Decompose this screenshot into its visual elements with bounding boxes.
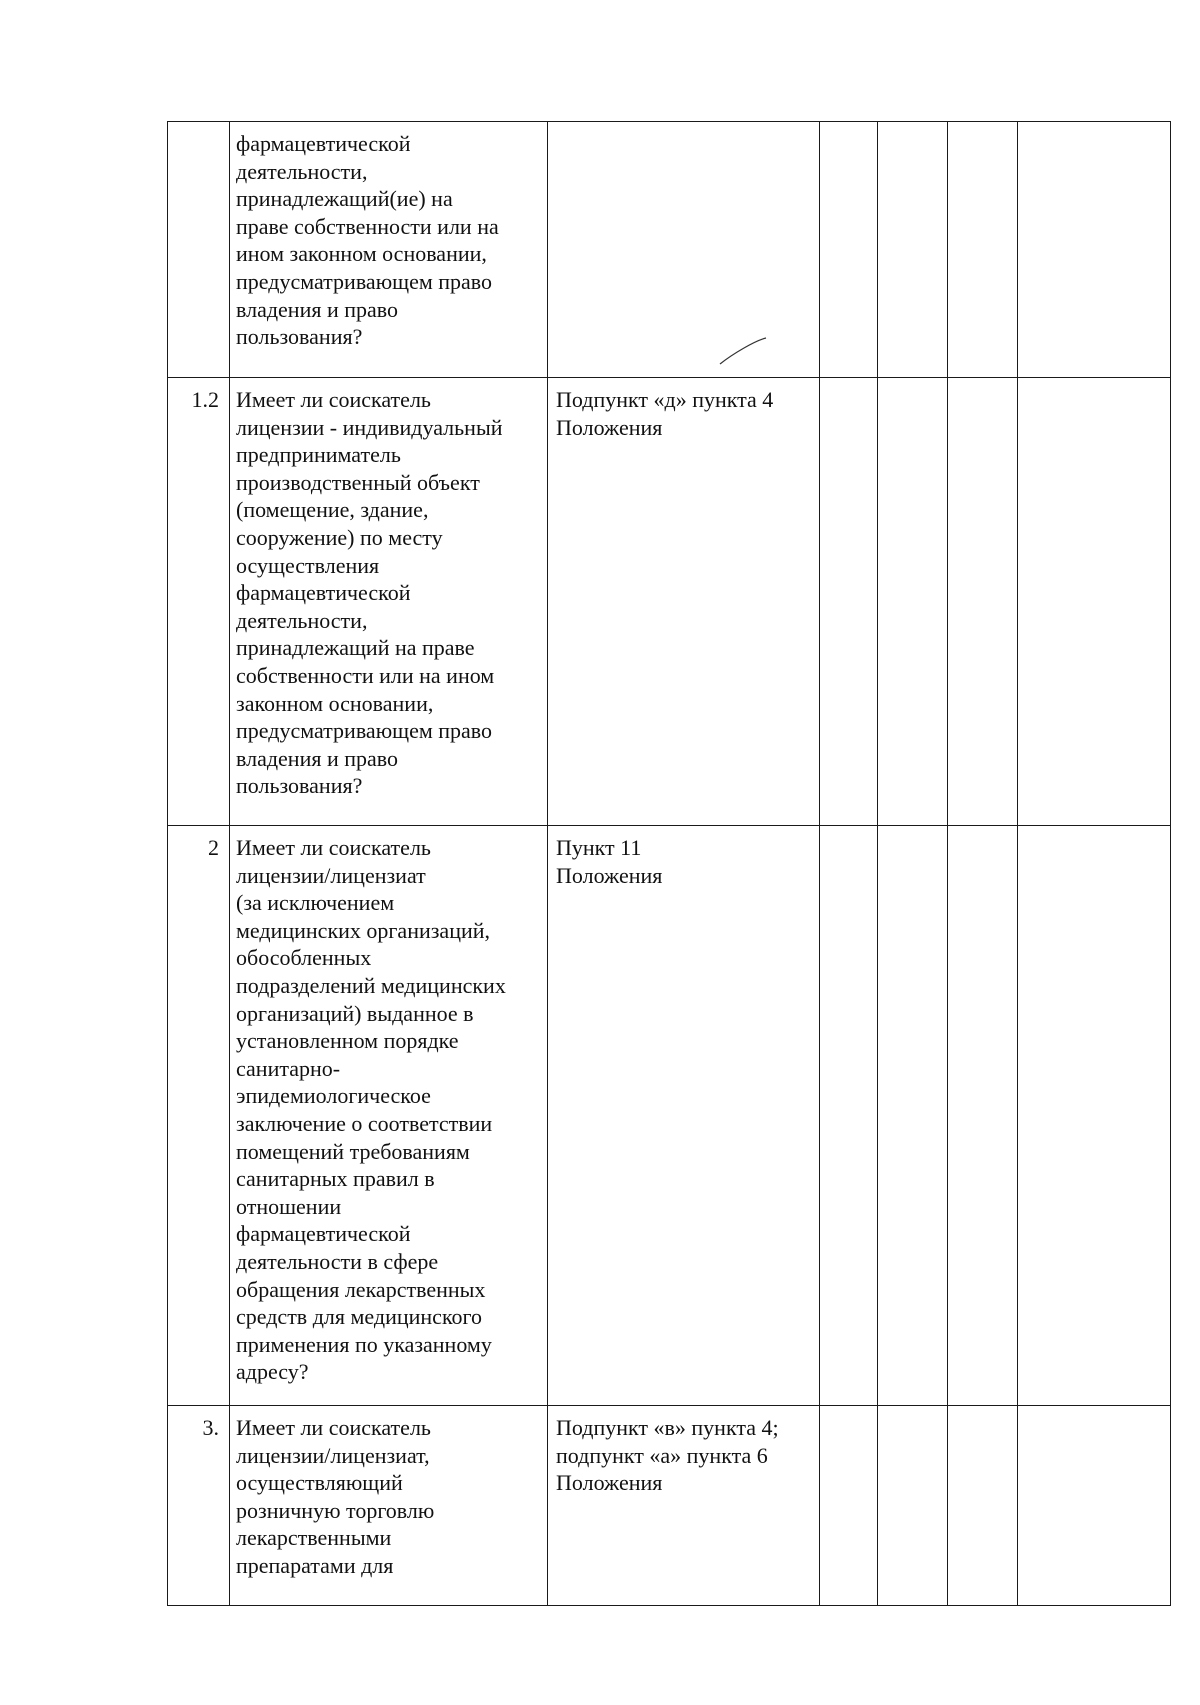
note-cell	[1018, 1406, 1171, 1606]
requirement-question: фармацевтической деятельности, принадлежащий(ие) на праве собственности или на ином законном основании, предусматривающем право владения и право пользования?	[230, 122, 548, 378]
requirement-question: Имеет ли соискатель лицензии/лицензиат, осуществляющий розничную торговлю лекарственными препаратами для	[230, 1406, 548, 1606]
answer-yes-cell	[820, 122, 878, 378]
table-row	[168, 122, 1171, 378]
note-cell	[1018, 378, 1171, 826]
legal-reference: Подпункт «д» пункта 4 Положения	[548, 378, 820, 826]
row-number: 2	[168, 826, 230, 1406]
legal-reference	[548, 122, 820, 378]
note-cell	[1018, 826, 1171, 1406]
requirement-question: Имеет ли соискатель лицензии - индивидуальный предприниматель производственный объект (помещение, здание, сооружение) по месту осуществления фармацевтической деятельности, принадлежащий на праве собственности или на ином законном основании, предусматривающем право владения и право пользования?	[230, 378, 548, 826]
requirement-question: Имеет ли соискатель лицензии/лицензиат (за исключением медицинских организаций, обособленных подразделений медицинских организаций) выданное в установленном порядке санитарно- эпидемиологическое заключение о соответствии помещений требованиям санитарных правил в отношении фармацевтической деятельности в сфере обращения лекарственных средств для медицинского применения по указанному адресу?	[230, 826, 548, 1406]
checklist-table	[167, 121, 1171, 1606]
legal-reference: Подпункт «в» пункта 4; подпункт «а» пункта 6 Положения	[548, 1406, 820, 1606]
table-row	[168, 1406, 1171, 1606]
answer-na-cell	[948, 826, 1018, 1406]
answer-na-cell	[948, 1406, 1018, 1606]
answer-no-cell	[878, 1406, 948, 1606]
answer-yes-cell	[820, 826, 878, 1406]
row-number	[168, 122, 230, 378]
answer-yes-cell	[820, 378, 878, 826]
answer-na-cell	[948, 122, 1018, 378]
table-row	[168, 826, 1171, 1406]
legal-reference: Пункт 11 Положения	[548, 826, 820, 1406]
answer-no-cell	[878, 826, 948, 1406]
pen-stroke-mark	[718, 336, 768, 366]
answer-na-cell	[948, 378, 1018, 826]
answer-no-cell	[878, 378, 948, 826]
row-number: 1.2	[168, 378, 230, 826]
table-row	[168, 378, 1171, 826]
answer-yes-cell	[820, 1406, 878, 1606]
row-number: 3.	[168, 1406, 230, 1606]
answer-no-cell	[878, 122, 948, 378]
note-cell	[1018, 122, 1171, 378]
